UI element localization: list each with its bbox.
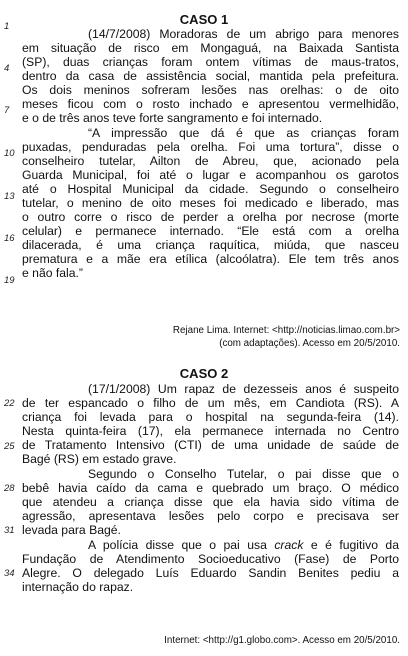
line-number: 31 [4,525,15,536]
source-citation: Rejane Lima. Internet: <http://noticias.limao.com.br> [172,325,400,336]
text-line: tutelar, o menino de oito meses foi medicado e liberado, mas [22,196,399,210]
text-line: Os dois meninos sofreram lesões nas orelhas: o de oito [22,83,399,97]
line-number: 34 [4,568,15,579]
text-line: Fundação de Atendimento Socioeducativo (Fase) de Porto [22,552,399,566]
text-line: que atendeu a criança disse que ela havia sido vítima de [22,495,399,509]
text-line: meses ficou com o rosto inchado e apresentou vermelhidão, [22,97,399,111]
text-line: prematura e a mãe era etílica (alcoólatra). Ele tem três anos [22,252,399,266]
case1-title: CASO 1 [179,12,229,27]
text-line: de ter espancado o filho de um mês, em Candiota (RS). A [22,396,399,410]
line-number: 10 [4,148,15,159]
text-fragment: A polícia disse que o pai usa [88,538,275,552]
text-line: dentro da casa de assistência social, mantida pela prefeitura. [22,69,399,83]
text-line: “A impressão que dá é que as crianças foram [88,126,399,140]
text-line: agressão, apresentava lesões pelo corpo e precisava ser [22,509,399,523]
source-citation: Internet: <http://g1.globo.com>. Acesso em 20/5/2010. [164,635,400,646]
line-number: 4 [4,63,10,74]
text-line: levada para Bagé. [22,523,121,537]
text-line: e o de três anos teve forte sangramento e foi internado. [22,111,323,125]
text-line: de Tratamento Intensivo (CTI) de uma unidade de saúde de [22,438,399,452]
text-line: puxadas, penduradas pela orelha. Foi uma tortura”, disse o [22,140,399,154]
source-citation: (com adaptações). Acesso em 20/5/2010. [219,338,400,349]
text-line: dilacerada, é uma criança raquítica, miúda, que nasceu [22,238,399,252]
case2-title: CASO 2 [179,366,229,381]
text-line: Guarda Municipal, foi até o lugar e acompanhou os garotos [22,168,399,182]
line-number: 1 [4,21,10,32]
text-line: conselheiro tutelar, Ailton de Abreu, que, acionado pela [22,154,399,168]
text-line: e não fala.” [22,266,83,280]
line-number: 22 [4,398,15,409]
text-line: Alegre. O delegado Luís Eduardo Sandin Benites pediu a [22,566,399,580]
text-line: até o Hospital Municipal da cidade. Segundo o conselheiro [22,182,399,196]
line-number: 28 [4,483,15,494]
line-number: 16 [4,233,15,244]
text-line: internação do rapaz. [22,580,134,594]
text-line: bebê havia caído da cama e quebrado um braço. O médico [22,481,399,495]
line-number: 13 [4,191,15,202]
line-number: 19 [4,275,15,286]
text-line: em situação de risco em Mongaguá, na Baixada Santista [22,41,399,55]
text-line: criança foi levada para o hospital na segunda-feira (14). [22,410,399,424]
text-line: Nesta quinta-feira (17), ela permanece internada no Centro [22,424,399,438]
text-fragment: e é fugitivo da [303,538,399,552]
text-line: (17/1/2008) Um rapaz de dezesseis anos é suspeito [88,382,399,396]
text-line: o outro corre o risco de perder a orelha por necrose (morte [22,210,399,224]
line-number: 25 [4,441,15,452]
text-line: celular) e permanece internado. “Ele está com a orelha [22,224,399,238]
text-line: Segundo o Conselho Tutelar, o pai disse que o [88,467,399,481]
text-line [22,538,399,552]
text-line: Bagé (RS) em estado grave. [22,452,177,466]
emphasis-crack: crack [274,538,304,552]
line-number: 7 [4,105,10,116]
text-line: (SP), duas crianças foram ontem vítimas de maus-tratos, [22,55,399,69]
text-line: (14/7/2008) Moradoras de um abrigo para menores [88,27,399,41]
